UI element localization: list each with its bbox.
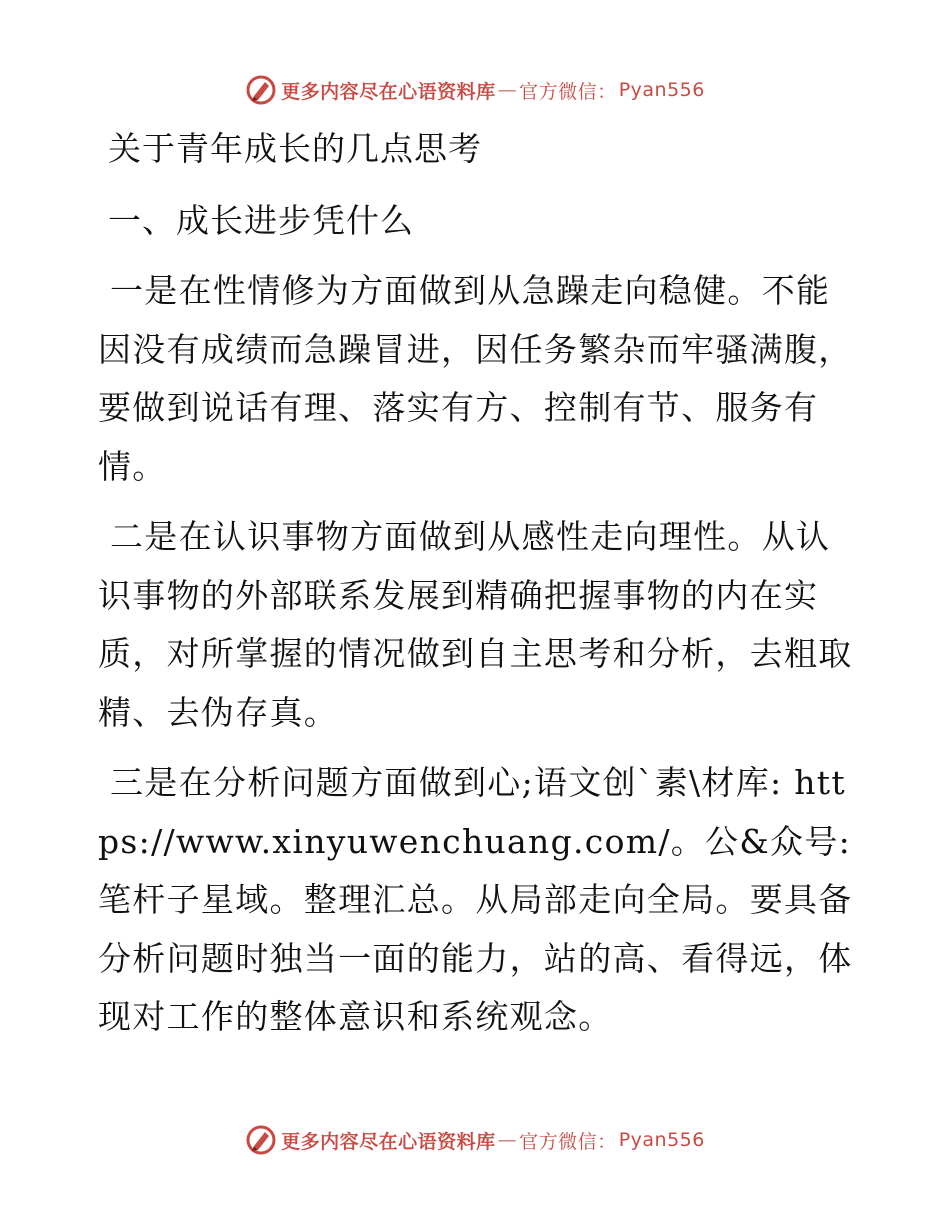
- watermark-main-text: 更多内容尽在心语资料库: [281, 1130, 496, 1153]
- paragraph-3: 三是在分析问题方面做到心;语文创`素\材库: https://www.xinyuwenchuang.com/。公&众号: 笔杆子星域。整理汇总。从局部走向全局。要具备分析问题时独当一面的能力，站的高、看得远，体现对工作的整体意识和系统观念。: [98, 763, 853, 1036]
- header-watermark: [0, 70, 950, 110]
- watermark-main-text: 更多内容尽在心语资料库: [281, 80, 496, 103]
- watermark-dash: —: [497, 1129, 518, 1151]
- watermark-wechat-label: 官方微信：: [519, 1130, 617, 1153]
- pen-logo-icon: [245, 1124, 277, 1156]
- footer-watermark: [0, 1120, 950, 1160]
- watermark-dash: —: [497, 79, 518, 101]
- section-heading: 一、成长进步凭什么: [108, 201, 414, 240]
- paragraph-1: 一是在性情修为方面做到从急躁走向稳健。不能因没有成绩而急躁冒进，因任务繁杂而牢骚满腹，要做到说话有理、落实有方、控制有节、服务有情。: [98, 271, 853, 486]
- document-title: 关于青年成长的几点思考: [108, 129, 482, 168]
- watermark-wechat-label: 官方微信：: [519, 80, 617, 103]
- watermark-wechat-id: Pyan556: [618, 79, 705, 101]
- paragraph-2: 二是在认识事物方面做到从感性走向理性。从认识事物的外部联系发展到精确把握事物的内在实质，对所掌握的情况做到自主思考和分析，去粗取精、去伪存真。: [98, 517, 853, 732]
- document-body: [98, 120, 858, 1047]
- watermark-wechat-id: Pyan556: [618, 1129, 705, 1151]
- pen-logo-icon: [245, 74, 277, 106]
